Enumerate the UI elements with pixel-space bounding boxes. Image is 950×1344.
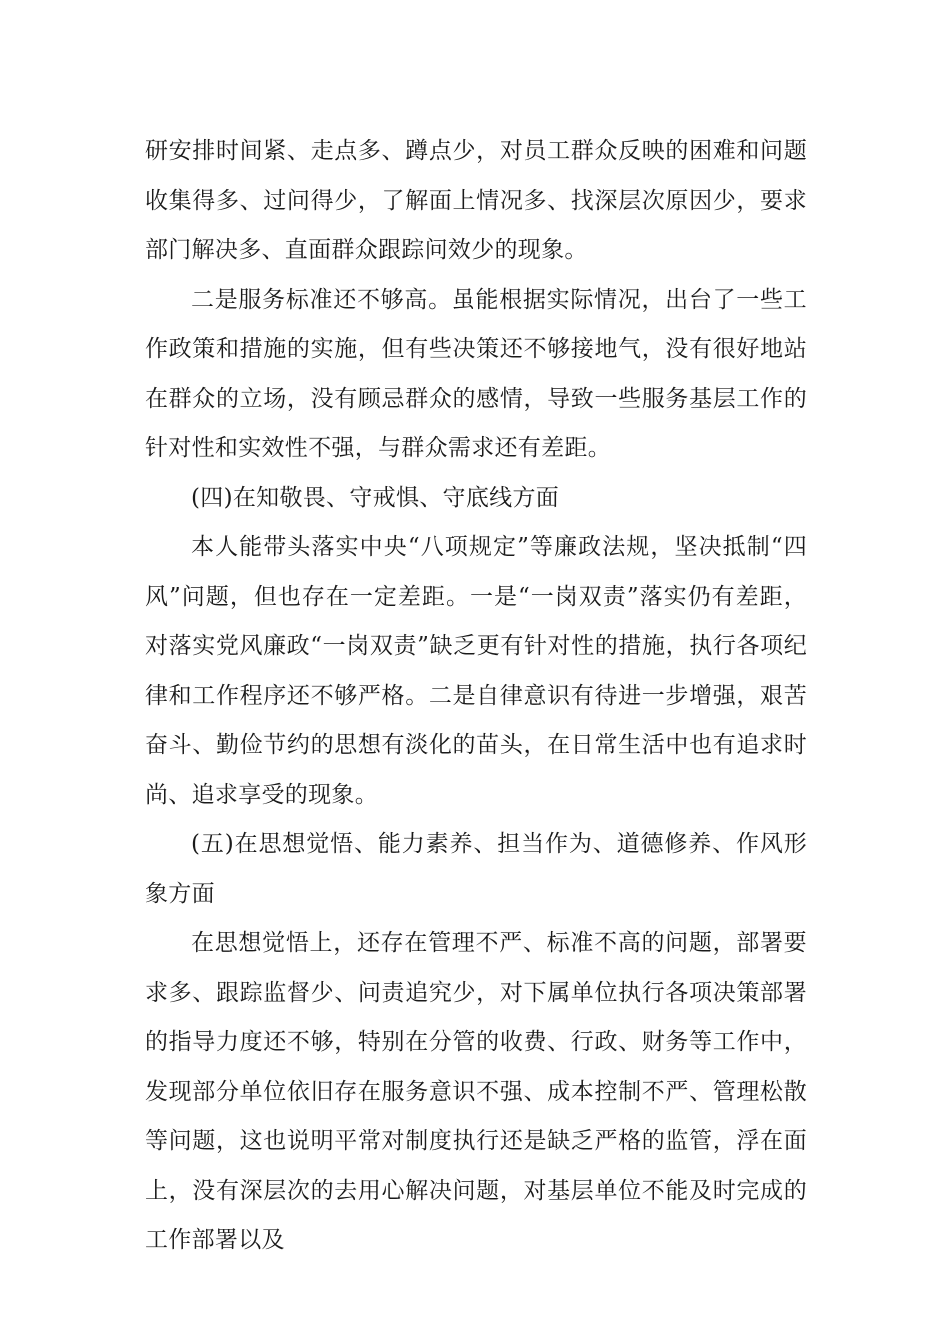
paragraph-ideology: 在思想觉悟上，还存在管理不严、标准不高的问题，部署要求多、跟踪监督少、问责追究少，对下属单位执行各项决策部署的指导力度还不够，特别在分管的收费、行政、财务等工作中，发现部分单位依旧存在服务意识不强、成本控制不严、管理松散等问题，这也说明平常对制度执行还是缺乏严格的监管，浮在面上，没有深层次的去用心解决问题，对基层单位不能及时完成的工作部署以及	[145, 930, 807, 1253]
section-heading-5: (五)在思想觉悟、能力素养、担当作为、道德修养、作风形象方面	[145, 831, 807, 907]
paragraph-service-standard: 二是服务标准还不够高。虽能根据实际情况，出台了一些工作政策和措施的实施，但有些决策还不够接地气，没有很好地站在群众的立场，没有顾忌群众的感情，导致一些服务基层工作的针对性和实效性不强，与群众需求还有差距。	[145, 286, 807, 461]
document-body	[145, 127, 807, 1266]
paragraph-integrity: 本人能带头落实中央“八项规定”等廉政法规，坚决抵制“四风”问题，但也存在一定差距。一是“一岗双责”落实仍有差距，对落实党风廉政“一岗双责”缺乏更有针对性的措施，执行各项纪律和工作程序还不够严格。二是自律意识有待进一步增强，艰苦奋斗、勤俭节约的思想有淡化的苗头，在日常生活中也有追求时尚、追求享受的现象。	[145, 534, 807, 808]
section-heading-4: (四)在知敬畏、守戒惧、守底线方面	[191, 484, 560, 511]
paragraph-continuation: 研安排时间紧、走点多、蹲点少，对员工群众反映的困难和问题收集得多、过问得少，了解面上情况多、找深层次原因少，要求部门解决多、直面群众跟踪问效少的现象。	[145, 138, 807, 263]
